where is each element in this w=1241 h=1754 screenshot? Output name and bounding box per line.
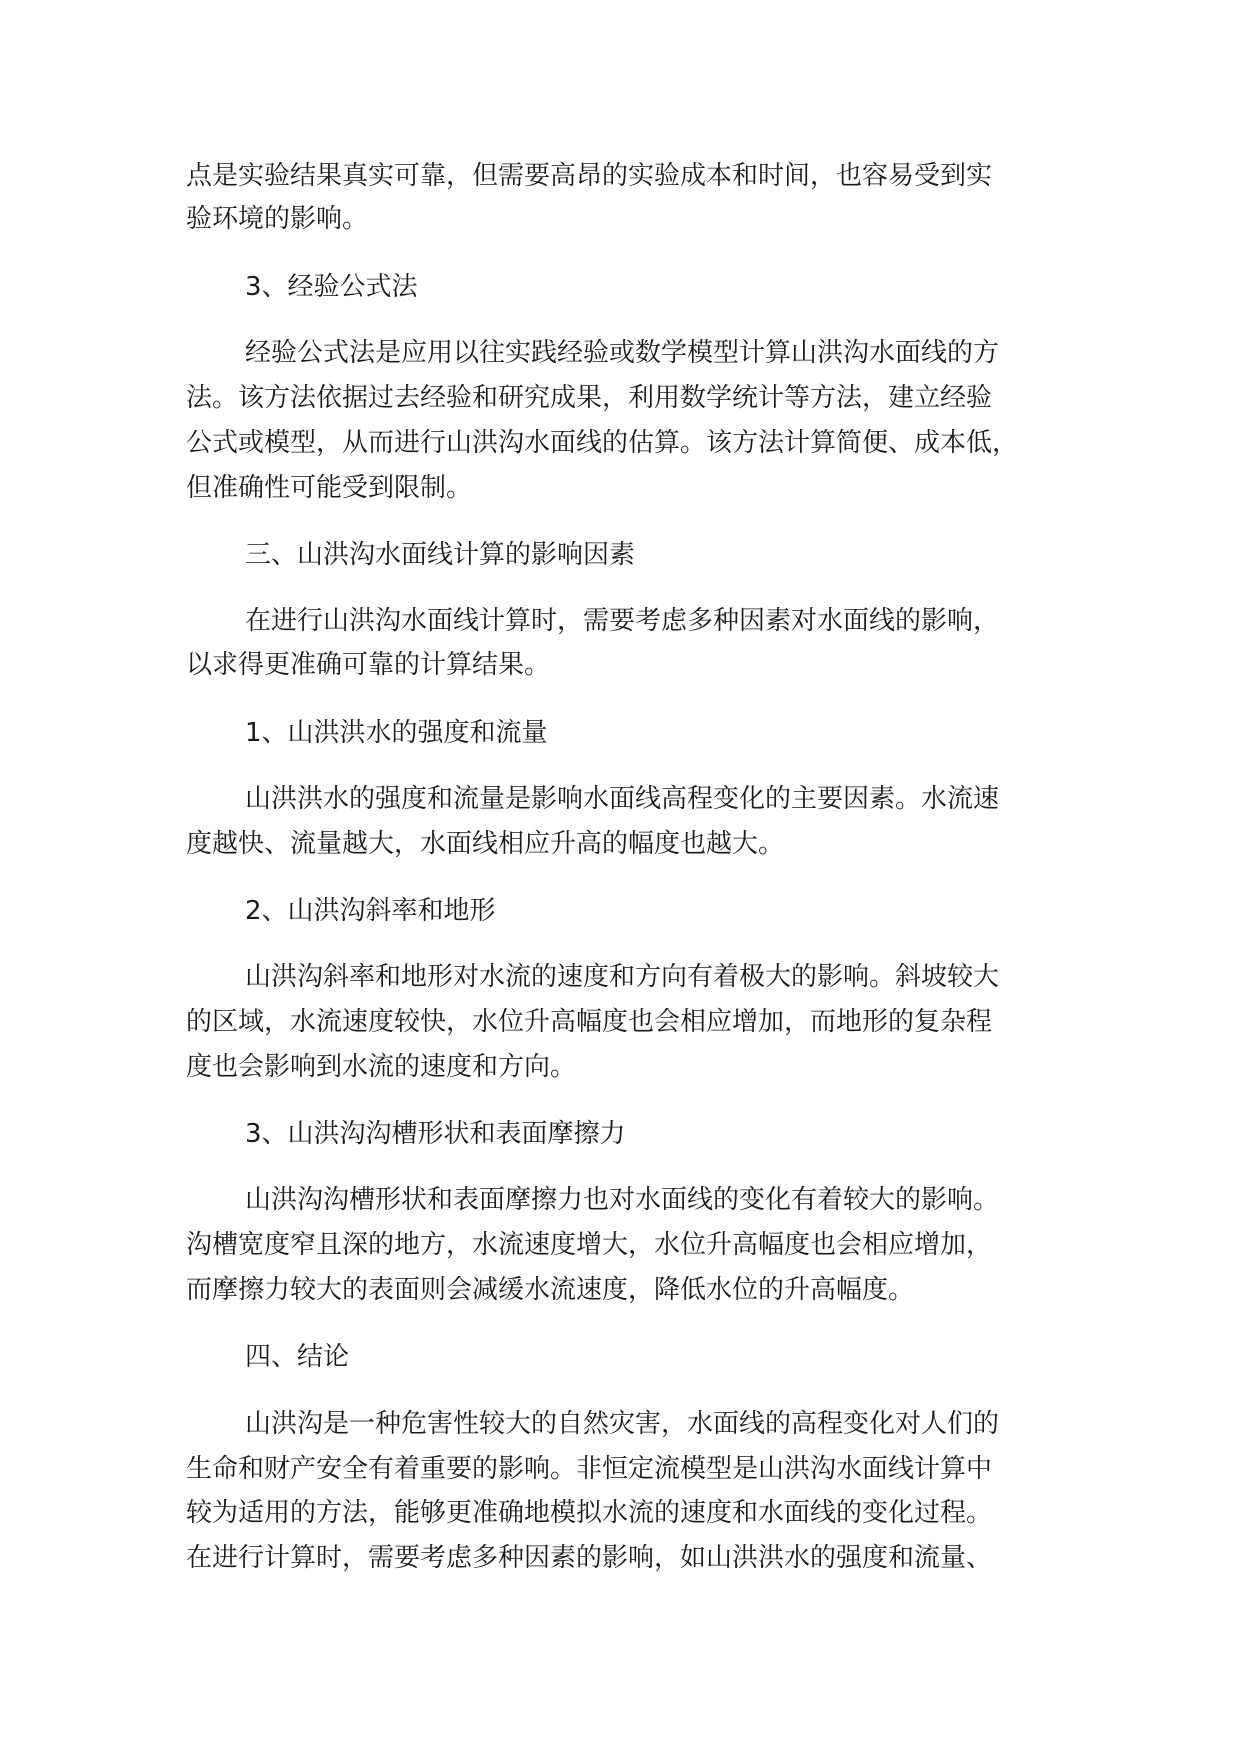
text-line: 法。该方法依据过去经验和研究成果，利用数学统计等方法，建立经验 [186,383,993,413]
text-line: 度也会影响到水流的速度和方向。 [186,1052,577,1082]
section-heading: 三、山洪沟水面线计算的影响因素 [245,540,636,570]
section-heading: 3、经验公式法 [245,272,418,302]
section-heading: 3、山洪沟沟槽形状和表面摩擦力 [245,1119,626,1149]
text-line: 山洪沟斜率和地形对水流的速度和方向有着极大的影响。斜坡较大 [245,962,1000,992]
text-line: 山洪沟沟槽形状和表面摩擦力也对水面线的变化有着较大的影响。 [245,1185,1000,1215]
text-line: 经验公式法是应用以往实践经验或数学模型计算山洪沟水面线的方 [245,338,1000,368]
section-heading: 四、结论 [245,1342,350,1372]
text-line: 山洪沟是一种危害性较大的自然灾害，水面线的高程变化对人们的 [245,1409,1000,1439]
text-line: 在进行山洪沟水面线计算时，需要考虑多种因素对水面线的影响， [245,606,1000,636]
text-line: 在进行计算时，需要考虑多种因素的影响，如山洪洪水的强度和流量、 [186,1543,993,1573]
section-heading: 2、山洪沟斜率和地形 [245,896,496,926]
text-line: 的区域，水流速度较快，水位升高幅度也会相应增加，而地形的复杂程 [186,1007,993,1037]
section-heading: 1、山洪洪水的强度和流量 [245,718,548,748]
text-line: 但准确性可能受到限制。 [186,473,473,503]
text-line: 点是实验结果真实可靠，但需要高昂的实验成本和时间，也容易受到实 [186,161,993,191]
text-line: 度越快、流量越大，水面线相应升高的幅度也越大。 [186,829,785,859]
text-line: 沟槽宽度窄且深的地方，水流速度增大，水位升高幅度也会相应增加， [186,1230,993,1260]
text-line: 而摩擦力较大的表面则会减缓水流速度，降低水位的升高幅度。 [186,1275,915,1305]
text-line: 山洪洪水的强度和流量是影响水面线高程变化的主要因素。水流速 [245,784,1000,814]
text-line: 较为适用的方法，能够更准确地模拟水流的速度和水面线的变化过程。 [186,1498,993,1528]
text-line: 生命和财产安全有着重要的影响。非恒定流模型是山洪沟水面线计算中 [186,1454,993,1484]
text-line: 公式或模型，从而进行山洪沟水面线的估算。该方法计算简便、成本低， [186,428,1019,458]
text-line: 以求得更准确可靠的计算结果。 [186,650,551,680]
text-line: 验环境的影响。 [186,204,369,234]
